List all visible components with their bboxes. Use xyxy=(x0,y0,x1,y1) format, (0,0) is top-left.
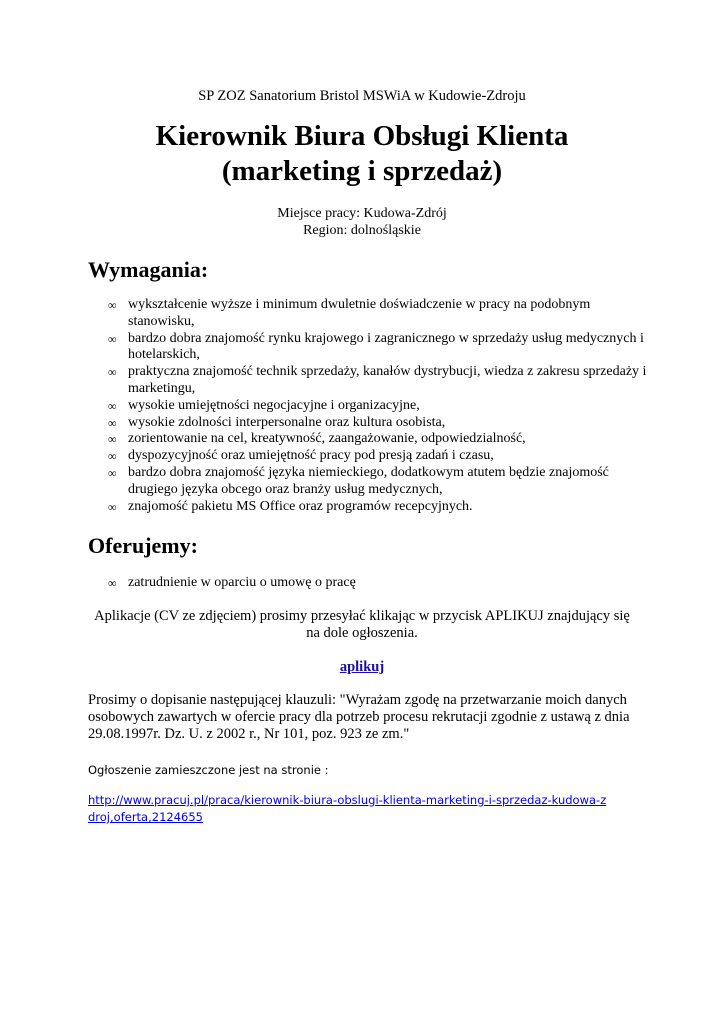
list-item: ∞ zatrudnienie w oparciu o umowę o pracę xyxy=(108,575,356,590)
requirements-heading: Wymagania: xyxy=(88,257,209,282)
job-location: Miejsce pracy: Kudowa-Zdrój xyxy=(277,206,447,221)
apply-instructions: Aplikacje (CV ze zdjęciem) prosimy przesyłać klikając w przycisk APLIKUJ znajdujący się na dole ogłoszenia. xyxy=(94,608,630,641)
job-region: Region: dolnośląskie xyxy=(303,223,421,238)
job-title-line-1: Kierownik Biura Obsługi Klienta xyxy=(155,120,569,152)
list-item: ∞ dyspozycyjność oraz umiejętność pracy pod presją zadań i czasu, xyxy=(108,448,494,464)
company-name: SP ZOZ Sanatorium Bristol MSWiA w Kudowie-Zdroju xyxy=(198,88,526,104)
list-item: ∞ znajomość pakietu MS Office oraz programów recepcyjnych. xyxy=(108,498,473,514)
offer-list xyxy=(108,575,648,592)
infinity-bullet-icon: ∞ xyxy=(108,415,117,430)
infinity-bullet-icon: ∞ xyxy=(108,365,117,380)
offer-url-link[interactable]: http://www.pracuj.pl/praca/kierownik-biura-obslugi-klienta-marketing-i-sprzedaz-kudowa-zdroj,oferta,2124655 xyxy=(88,793,607,824)
offer-heading: Oferujemy: xyxy=(88,533,198,558)
job-title xyxy=(0,119,724,189)
requirements-list xyxy=(108,297,648,515)
list-item: ∞ wykształcenie wyższe i minimum dwuletnie doświadczenie w pracy na podobnym stanowisku, xyxy=(108,297,591,329)
infinity-bullet-icon: ∞ xyxy=(108,449,117,464)
list-item: ∞ bardzo dobra znajomość rynku krajowego i zagranicznego w sprzedaży usług medycznych i hotelarskich, xyxy=(108,330,644,363)
job-title-line-2: (marketing i sprzedaż) xyxy=(221,155,503,187)
infinity-bullet-icon: ∞ xyxy=(108,331,117,346)
infinity-bullet-icon: ∞ xyxy=(108,465,117,480)
infinity-bullet-icon: ∞ xyxy=(108,576,117,590)
infinity-bullet-icon: ∞ xyxy=(108,499,117,514)
list-item: ∞ bardzo dobra znajomość języka niemieckiego, dodatkowym atutem będzie znajomość drugiego języka obcego oraz branży usług medycznych, xyxy=(108,464,609,497)
list-item: ∞ zorientowanie na cel, kreatywność, zaangażowanie, odpowiedzialność, xyxy=(108,431,526,447)
list-item: ∞ wysokie umiejętności negocjacyjne i organizacyjne, xyxy=(108,397,420,413)
list-item: ∞ wysokie zdolności interpersonalne oraz kultura osobista, xyxy=(108,414,446,430)
published-label: Ogłoszenie zamieszczone jest na stronie : xyxy=(88,763,329,777)
consent-clause: Prosimy o dopisanie następującej klauzuli: "Wyrażam zgodę na przetwarzanie moich danych osobowych zawartych w ofercie pracy dla potrzeb procesu rekrutacji zgodnie z ustawą z dnia 29.08.1997r. Dz. U. z 2002 r., Nr 101, poz. 923 ze zm." xyxy=(88,692,630,742)
infinity-bullet-icon: ∞ xyxy=(108,432,117,447)
job-meta xyxy=(0,205,724,239)
infinity-bullet-icon: ∞ xyxy=(108,398,117,413)
list-item: ∞ praktyczna znajomość technik sprzedaży, kanałów dystrybucji, wiedza z zakresu sprzedaży i marketingu, xyxy=(108,364,647,396)
offer-url-container xyxy=(88,792,608,826)
apply-link-container xyxy=(0,659,724,676)
infinity-bullet-icon: ∞ xyxy=(108,298,117,312)
apply-link[interactable]: aplikuj xyxy=(339,659,385,675)
